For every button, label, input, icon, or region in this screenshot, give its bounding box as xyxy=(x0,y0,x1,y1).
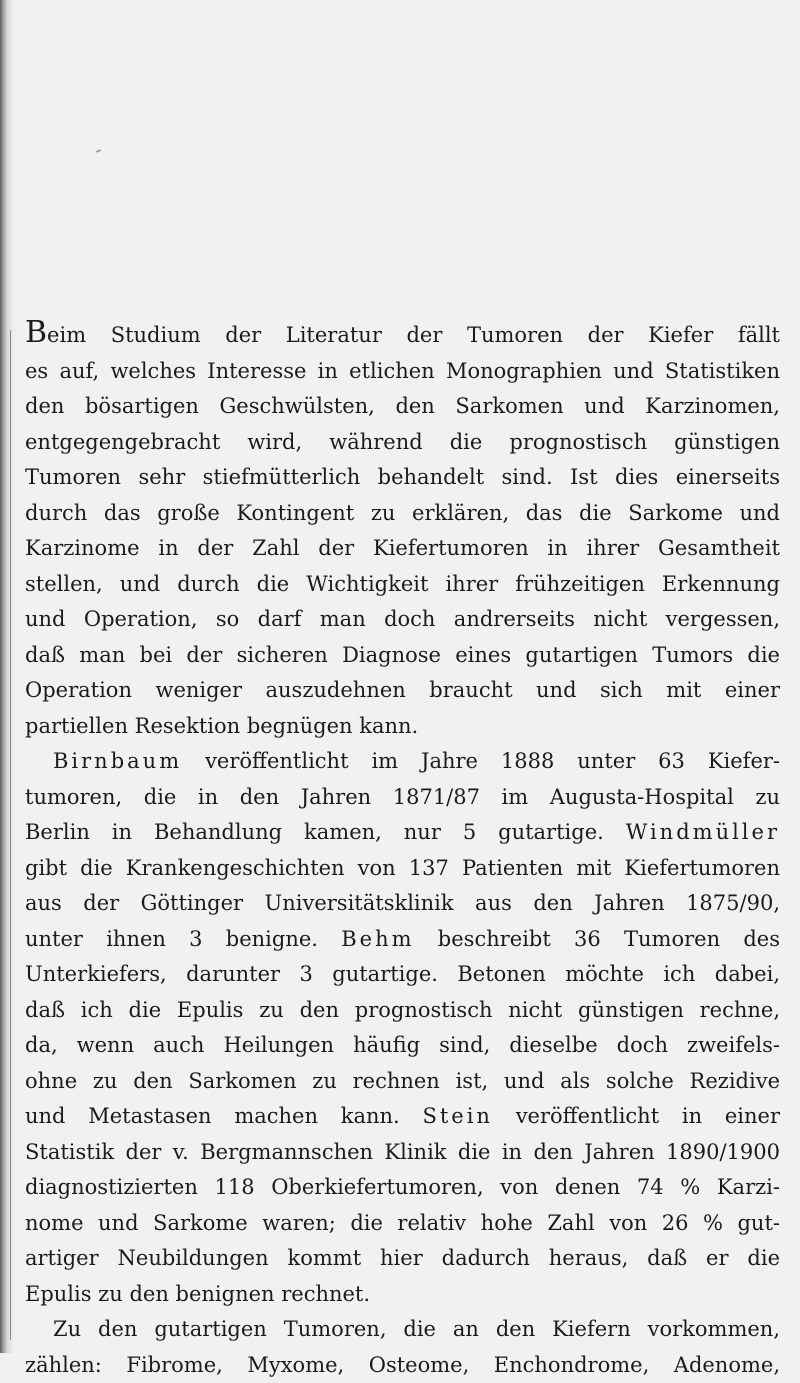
text-line: da, wenn auch Heilungen häufig sind, dieselbe doch zweifels- xyxy=(25,1028,780,1064)
text-line: Zu den gutartigen Tumoren, die an den Kiefern vorkommen, xyxy=(25,1312,780,1348)
text-line: es auf, welches Interesse in etlichen Monographien und Statistiken xyxy=(25,354,780,390)
text-line: und Metastasen machen kann. Stein veröffentlicht in einer xyxy=(25,1099,780,1135)
text-line: Statistik der v. Bergmannschen Klinik die in den Jahren 1890/1900 xyxy=(25,1135,780,1171)
author-name: Birnbaum xyxy=(53,749,182,773)
text-line: partiellen Resektion begnügen kann. xyxy=(25,709,780,745)
text-line: stellen, und durch die Wichtigkeit ihrer frühzeitigen Erkennung xyxy=(25,567,780,603)
text-line: Operation weniger auszudehnen braucht und sich mit einer xyxy=(25,673,780,709)
author-name: Windmüller xyxy=(626,820,780,844)
text-line: Epulis zu den benignen rechnet. xyxy=(25,1277,780,1313)
text-line: tumoren, die in den Jahren 1871/87 im Augusta-Hospital zu xyxy=(25,780,780,816)
text-line: aus der Göttinger Universitätsklinik aus den Jahren 1875/90, xyxy=(25,886,780,922)
text-line: gibt die Krankengeschichten von 137 Patienten mit Kiefertumoren xyxy=(25,851,780,887)
text-line: und Operation, so darf man doch andrerseits nicht vergessen, xyxy=(25,602,780,638)
author-name: Behm xyxy=(341,927,414,951)
text-line: Unterkiefers, darunter 3 gutartige. Betonen möchte ich dabei, xyxy=(25,957,780,993)
page-body xyxy=(25,318,780,1383)
text-line: den bösartigen Geschwülsten, den Sarkomen und Karzinomen, xyxy=(25,389,780,425)
paper-speck xyxy=(96,149,101,153)
text-line: Beim Studium der Literatur der Tumoren der Kiefer fällt xyxy=(25,318,780,354)
text-line: durch das große Kontingent zu erklären, das die Sarkome und xyxy=(25,496,780,532)
text-line: Berlin in Behandlung kamen, nur 5 gutartige. Windmüller xyxy=(25,815,780,851)
text-line: Tumoren sehr stiefmütterlich behandelt sind. Ist dies einerseits xyxy=(25,460,780,496)
text-line: daß man bei der sicheren Diagnose eines gutartigen Tumors die xyxy=(25,638,780,674)
scan-page-edge xyxy=(0,0,16,1353)
text-line: zählen: Fibrome, Myxome, Osteome, Enchondrome, Adenome, xyxy=(25,1348,780,1383)
author-name: Stein xyxy=(422,1104,493,1128)
text-line: ohne zu den Sarkomen zu rechnen ist, und als solche Rezidive xyxy=(25,1064,780,1100)
text-line: diagnostizierten 118 Oberkiefertumoren, von denen 74 % Karzi- xyxy=(25,1170,780,1206)
text-line: artiger Neubildungen kommt hier dadurch heraus, daß er die xyxy=(25,1241,780,1277)
text-line: unter ihnen 3 benigne. Behm beschreibt 36 Tumoren des xyxy=(25,922,780,958)
text-line: entgegengebracht wird, während die prognostisch günstigen xyxy=(25,425,780,461)
text-line: Birnbaum veröffentlicht im Jahre 1888 unter 63 Kiefer- xyxy=(25,744,780,780)
text-line: nome und Sarkome waren; die relativ hohe Zahl von 26 % gut- xyxy=(25,1206,780,1242)
text-line: Karzinome in der Zahl der Kiefertumoren in ihrer Gesamtheit xyxy=(25,531,780,567)
drop-cap: B xyxy=(25,318,47,350)
text-line: daß ich die Epulis zu den prognostisch nicht günstigen rechne, xyxy=(25,993,780,1029)
